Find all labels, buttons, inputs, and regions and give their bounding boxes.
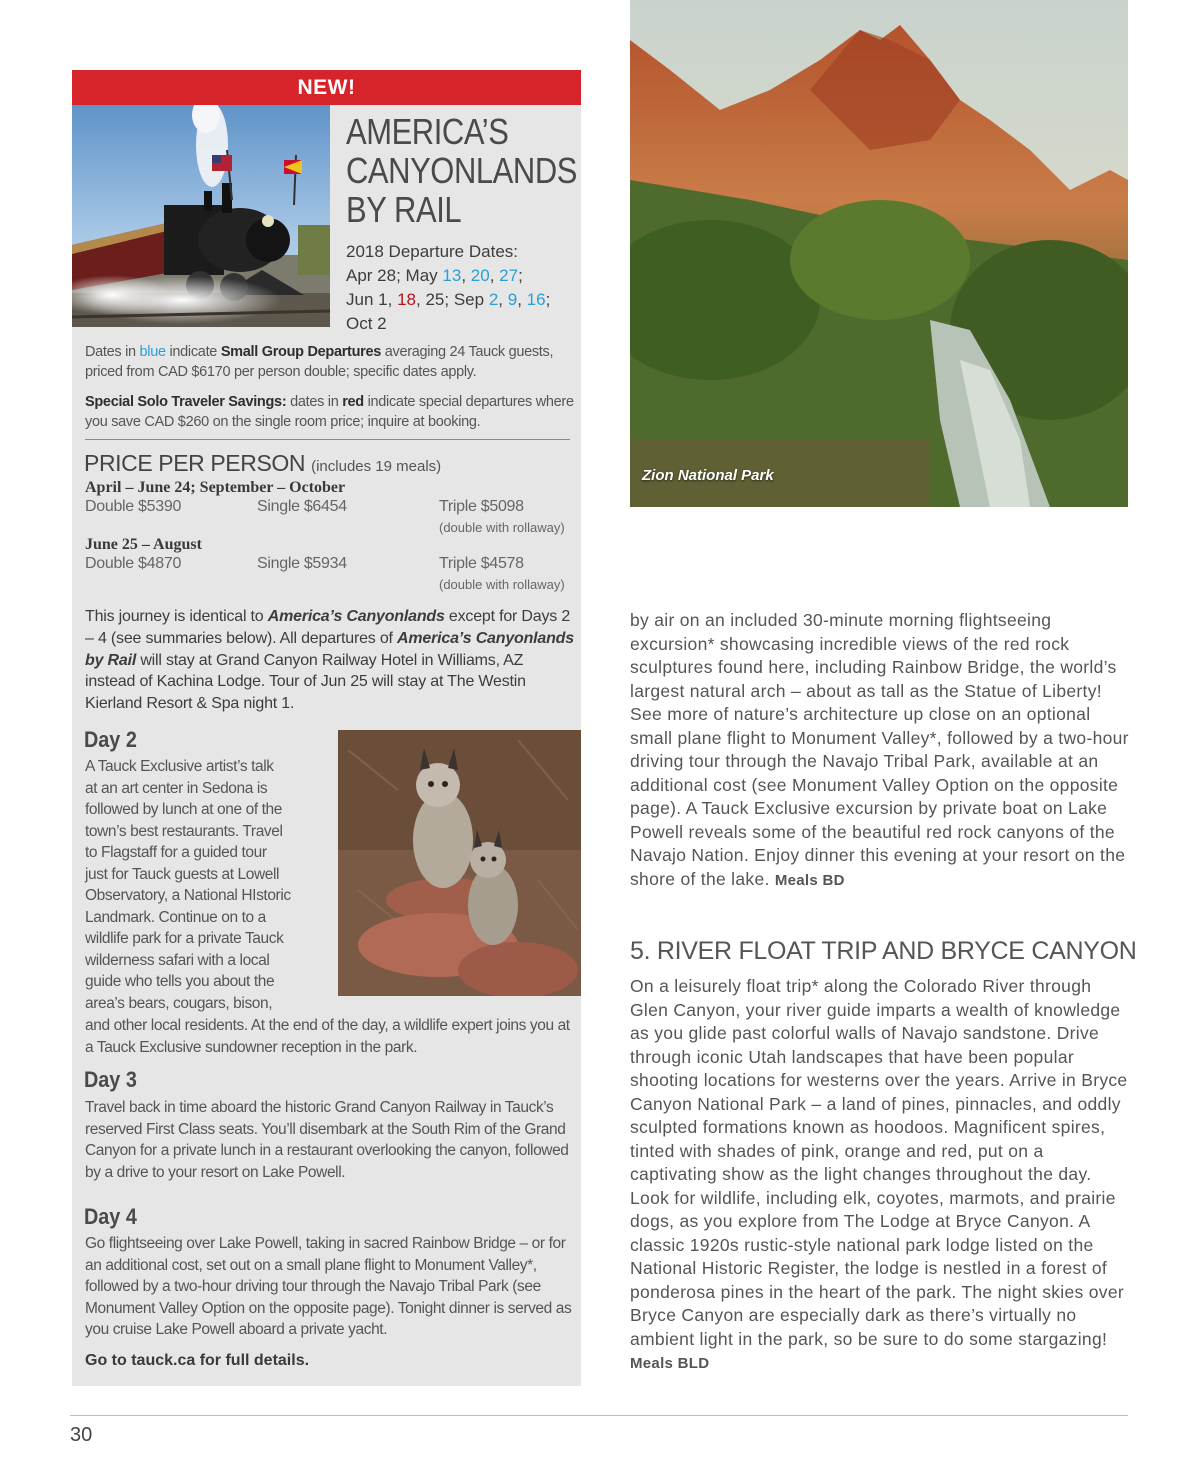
day-4-heading: Day 4: [84, 1204, 137, 1229]
lynx-photo: [338, 730, 581, 996]
day-4-body: Go flightseeing over Lake Powell, taking in sacred Rainbow Bridge – or for an additional cost, set out on a small plane flight to Monument Valley*, followed by a two-hour driving tour through the Navajo Tribal Park (see Monument Valley Option on the opposite page). Tonight dinner is served as you cruise Lake Powell aboard a private yacht.: [85, 1235, 572, 1338]
season-2-label: June 25 – August: [85, 536, 202, 553]
tour-title: AMERICA’S CANYONLANDS BY RAIL: [346, 111, 577, 230]
day-3-heading: Day 3: [84, 1067, 137, 1092]
day-2-body: A Tauck Exclusive artist’s talk at an art center in Sedona is followed by lunch at one of the town’s best restaurants. Travel to Flagstaff for a guided tour just for Tauck guests at Lowell Observatory, a National HIstoric Landmark. Continue on to a wildlife park for a private Tauck wilderness safari with a local guide who tells you about the area’s bears, cougars, bison,: [85, 758, 291, 1012]
page-number: 30: [70, 1424, 93, 1446]
price-heading: PRICE PER PERSON (includes 19 meals): [84, 450, 442, 476]
steam-train-photo: [72, 105, 330, 327]
meals-badge: Meals BD: [774, 871, 845, 889]
season-1-label: April – June 24; September – October: [85, 479, 346, 496]
departure-dates: [346, 240, 576, 336]
footer-divider: [70, 1415, 1128, 1416]
zion-national-park-photo: [630, 0, 1128, 507]
day-2-heading: Day 2: [84, 727, 137, 752]
new-banner: NEW!: [72, 70, 581, 105]
season-2-triple: Triple $4578: [439, 555, 524, 572]
solo-traveler-note: Special Solo Traveler Savings: dates in red indicate special departures where you save CAD $260 on the single room price; inquire at booking.: [85, 394, 574, 430]
departures-label: 2018 Departure Dates:: [346, 242, 518, 261]
season-1-double: Double $5390: [85, 498, 182, 515]
day-3-body: Travel back in time aboard the historic Grand Canyon Railway in Tauck’s reserved First Class seats. You’ll disembark at the South Rim of the Grand Canyon for a private lunch in a restaurant overlooking the canyon, followed by a drive to your resort on Lake Powell.: [85, 1099, 569, 1181]
intro-paragraph: This journey is identical to America’s Canyonlands except for Days 2 – 4 (see summaries below). All departures of America’s Canyonlands by Rail will stay at Grand Canyon Railway Hotel in Williams, AZ instead of Kachina Lodge. Tour of Jun 25 will stay at The Westin Kierland Resort & Spa night 1.: [85, 608, 574, 713]
season-1-triple: Triple $5098: [439, 498, 524, 515]
season-1-single: Single $6454: [257, 498, 347, 515]
season-2-double: Double $4870: [85, 555, 182, 572]
dates-line-3: Oct 2: [346, 314, 387, 333]
dates-line-2: Jun 1, 18, 25; Sep 2, 9, 16;: [346, 290, 551, 309]
section-5-paragraph: On a leisurely float trip* along the Colorado River through Glen Canyon, your river guide imparts a wealth of knowledge as you glide past colorful walls of Navajo sandstone. Drive through iconic Utah landscapes that have been popular shooting locations for westerns over the years. Arrive in Bryce Canyon National Park – a land of pines, pinnacles, and oddly sculpted formations known as hoodoos. Magnificent spires, tinted with shades of pink, orange and red, put on a captivating show as the light changes throughout the day. Look for wildlife, including elk, coyotes, marmots, and prairie dogs, as you explore from The Lodge at Bryce Canyon. A classic 1920s rustic-style national park lodge listed on the National Historic Register, the lodge is nestled in a forest of ponderosa pines in the heart of the park. The night skies over Bryce Canyon are especially dark as there’s virtually no ambient light in the park, so be sure to do some stargazing! Meals BLD: [630, 976, 1128, 1372]
divider: [85, 439, 570, 440]
dates-line-1: Apr 28; May 13, 20, 27;: [346, 266, 523, 285]
small-group-note: Dates in blue indicate Small Group Departures averaging 24 Tauck guests, priced from CAD $6170 per person double; specific dates apply.: [85, 344, 554, 380]
promo-box: [72, 70, 581, 1386]
website-link[interactable]: Go to tauck.ca for full details.: [85, 1352, 310, 1369]
section-5-heading: 5. RIVER FLOAT TRIP AND BRYCE CANYON: [630, 937, 1137, 965]
season-1-triple-note: (double with rollaway): [439, 520, 565, 535]
day-2-body-continued: and other local residents. At the end of the day, a wildlife expert joins you at a Tauck Exclusive sundowner reception in the park.: [85, 1017, 570, 1056]
season-2-triple-note: (double with rollaway): [439, 577, 565, 592]
meals-badge: Meals BLD: [630, 1355, 710, 1372]
photo-caption: Zion National Park: [642, 467, 774, 484]
season-2-single: Single $5934: [257, 555, 347, 572]
day-4-continued-paragraph: by air on an included 30-minute morning flightseeing excursion* showcasing incredible views of the red rock sculptures found here, including Rainbow Bridge, the world’s largest natural arch – about as tall as the Statue of Liberty! See more of nature’s architecture up close on an optional small plane flight to Monument Valley*, followed by a two-hour driving tour through the Navajo Tribal Park, available at an additional cost (see Monument Valley Option on the opposite page). A Tauck Exclusive excursion by private boat on Lake Powell reveals some of the beautiful red rock canyons of the Navajo Nation. Enjoy dinner this evening at your resort on the shore of the lake. Meals BD: [630, 610, 1129, 889]
